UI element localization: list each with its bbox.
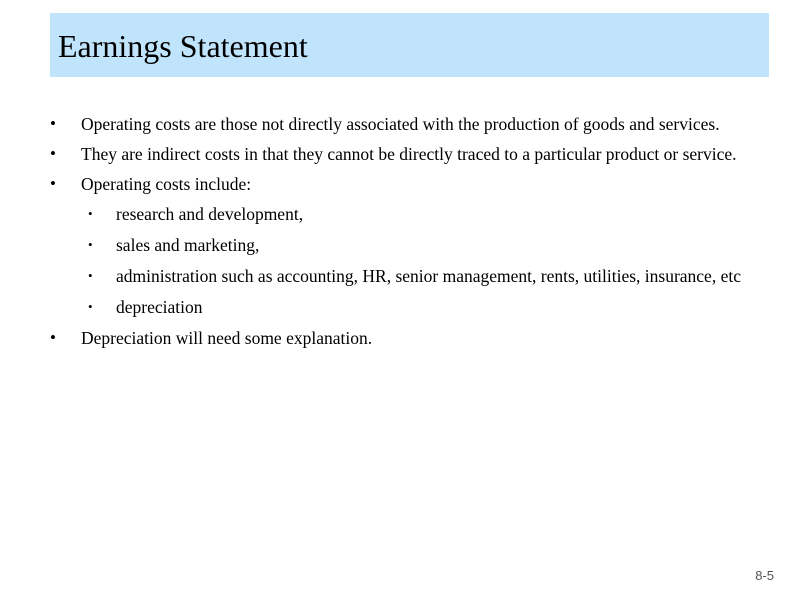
- sub-bullet-item: [46, 264, 758, 288]
- bullet-text: Operating costs include:: [81, 174, 252, 194]
- sub-bullet-dot-icon: •: [88, 237, 93, 252]
- bullet-item: [46, 142, 758, 166]
- sub-bullet-item: [46, 202, 758, 226]
- sub-bullet-text: research and development,: [116, 204, 304, 224]
- bullet-item: [46, 326, 758, 350]
- bullet-text: Depreciation will need some explanation.: [81, 328, 373, 348]
- sub-bullet-item: [46, 233, 758, 257]
- bullet-dot-icon: •: [50, 114, 56, 133]
- bullet-dot-icon: •: [50, 144, 56, 163]
- sub-bullet-dot-icon: •: [88, 268, 93, 283]
- bullet-list: [46, 112, 758, 356]
- sub-bullet-item: [46, 295, 758, 319]
- bullet-text: Operating costs are those not directly associated with the production of goods and services.: [81, 114, 720, 134]
- sub-bullet-dot-icon: •: [88, 299, 93, 314]
- bullet-item: [46, 112, 758, 136]
- bullet-item: [46, 172, 758, 196]
- bullet-dot-icon: •: [50, 328, 56, 347]
- slide-title: Earnings Statement: [58, 28, 308, 64]
- sub-bullet-text: depreciation: [116, 297, 203, 317]
- sub-bullet-text: administration such as accounting, HR, senior management, rents, utilities, insurance, etc: [116, 266, 741, 286]
- bullet-text: They are indirect costs in that they cannot be directly traced to a particular product or service.: [81, 144, 737, 164]
- title-bar: [50, 13, 769, 77]
- bullet-dot-icon: •: [50, 174, 56, 193]
- page-number: 8-5: [755, 568, 774, 583]
- sub-bullet-dot-icon: •: [88, 206, 93, 221]
- sub-bullet-text: sales and marketing,: [116, 235, 260, 255]
